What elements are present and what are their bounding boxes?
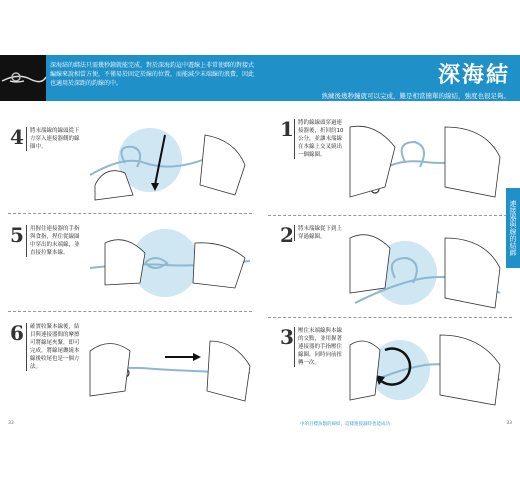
step-5	[0, 223, 260, 303]
intro-text: 深海結的綁法只需幾秒鐘就能完成，對於深海釣這中遊線上非常使綁的對接式編線來說相當方便，不僅易於固定於線的位置，而能減少末端線的浪費，因此也適用於深距的釣線的中。	[50, 62, 255, 87]
left-header-band	[0, 55, 260, 101]
step-number: 1	[280, 117, 294, 141]
step-number: 4	[10, 125, 24, 149]
step-6	[0, 321, 260, 411]
page-number: 33	[506, 421, 512, 426]
title-block	[322, 58, 511, 100]
step-2-illustration	[345, 223, 505, 313]
step-text: 將釣線線頭穿過連接器後，折回約10公分，並讓末端線在本線上交叉繞出一個線圈。	[294, 119, 344, 159]
step-4-illustration	[85, 125, 255, 205]
page-title: 深海結	[437, 62, 510, 88]
step-6-illustration	[85, 321, 255, 411]
step-text: 確實收緊本線後，結目與連接器間的摩擦可將線尾夾緊，即可完成。將線尾纏繞本線後收尾也是一個方法。	[26, 323, 80, 371]
step-2	[260, 223, 510, 313]
footer-note: 中的目標魚類的線結，這樣連接器時也能成功	[300, 422, 390, 427]
right-footer	[260, 421, 520, 429]
step-3	[260, 325, 510, 415]
step-number: 2	[280, 223, 294, 247]
page-number: 33	[8, 421, 14, 426]
step-text: 將末端線從下到上穿過線圈。	[294, 225, 344, 241]
divider	[268, 215, 512, 216]
divider	[8, 311, 252, 312]
page-subtitle: 熟練後幾秒鐘就可以完成，難是相當簡單的線結，強度也很足夠。	[321, 92, 510, 100]
right-header-band	[260, 55, 520, 101]
divider	[8, 213, 252, 214]
knot-thumbnail	[0, 55, 46, 101]
step-text: 用握住連接器的手指與食指，捏住從線圈中穿出的末端線，並直接拉緊本線。	[26, 225, 80, 257]
step-text: 將末端線的線頭從下方穿入連接器側的線圈中。	[26, 127, 80, 151]
right-page	[260, 55, 520, 427]
section-tab: 連接器與線的結綁	[506, 188, 520, 268]
book-spread	[0, 55, 520, 435]
step-number: 3	[280, 325, 294, 349]
left-footer	[0, 421, 260, 429]
step-5-illustration	[85, 223, 255, 303]
step-number: 6	[10, 321, 24, 345]
step-1-illustration	[345, 117, 505, 207]
step-4	[0, 125, 260, 205]
divider	[268, 317, 512, 318]
step-1	[260, 117, 510, 207]
left-page	[0, 55, 260, 427]
step-number: 5	[10, 223, 24, 247]
step-text: 壓住末端線與本線的交點，並用握著連接器的手指壓住線圈，同時向前扭轉一次。	[294, 327, 344, 367]
step-3-illustration	[345, 325, 505, 415]
